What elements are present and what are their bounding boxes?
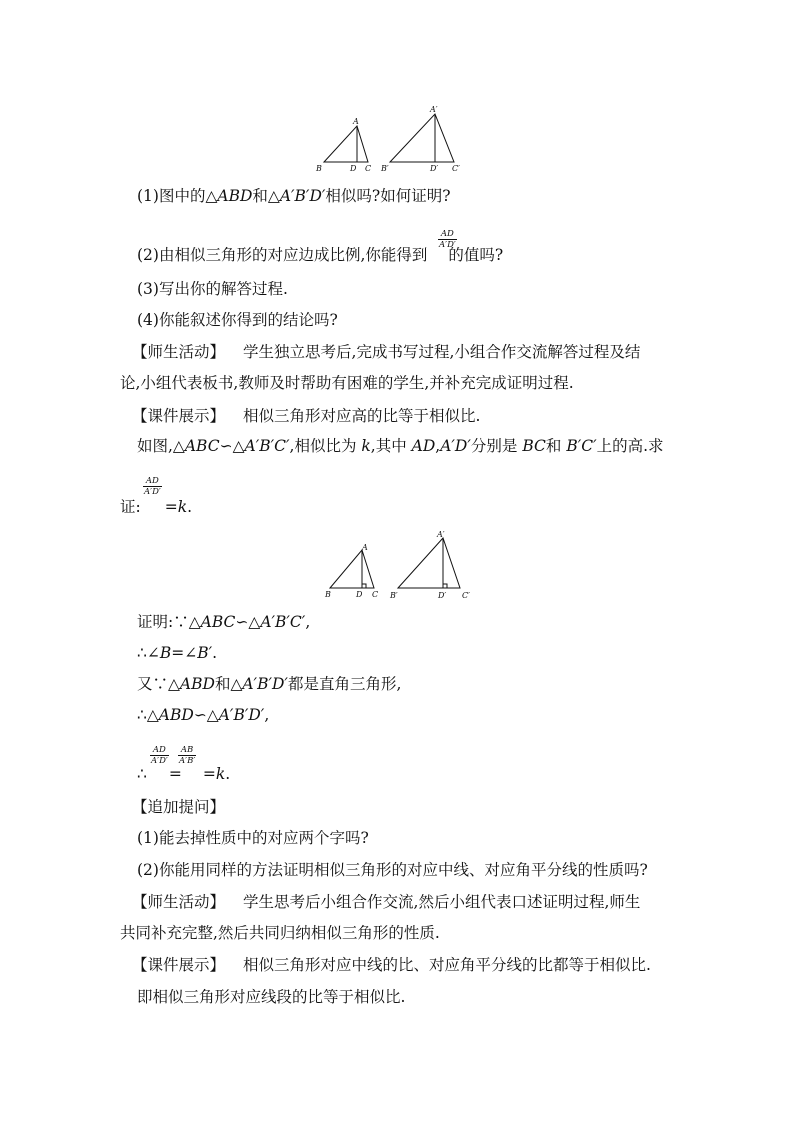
- label-b-2: B: [325, 590, 331, 599]
- figure-triangles-1: [312, 104, 482, 176]
- label-c-prime-2: C′: [462, 591, 470, 600]
- courseware-display-1: 【课件展示】 相似三角形对应高的比等于相似比.: [132, 407, 481, 425]
- proof-line-2: ∴∠B=∠B′.: [137, 644, 218, 662]
- triangle-a-prime-2: [398, 538, 460, 588]
- label-d: D: [350, 164, 357, 173]
- right-angle-mark-d: [362, 584, 366, 588]
- problem-statement: 如图,△ABC∽△A′B′C′,相似比为 k,其中 AD,A′D′分别是 BC和 B′C′上的高.求: [137, 437, 664, 455]
- conclusion: 即相似三角形对应线段的比等于相似比.: [137, 988, 406, 1006]
- proof-line-1: 证明:∵△ABC∽△A′B′C′,: [137, 613, 311, 631]
- question-2: (2)由相似三角形的对应边成比例,你能得到 的值吗?: [137, 246, 504, 264]
- right-angle-mark-d-prime: [443, 584, 447, 588]
- proof-fraction-ab: $\frac{AB}{A'B'}$: [179, 745, 196, 766]
- label-d-prime-2: D′: [438, 591, 447, 600]
- label-d-prime: D′: [430, 164, 439, 173]
- label-a-prime: A′: [430, 105, 438, 114]
- teacher-student-activity-1: 【师生活动】 学生独立思考后,完成书写过程,小组合作交流解答过程及结: [132, 343, 641, 361]
- question-4: (4)你能叙述你得到的结论吗?: [137, 311, 338, 329]
- figure-triangles-2: [320, 530, 480, 602]
- teacher-student-activity-1-cont: 论,小组代表板书,教师及时帮助有困难的学生,并补充完成证明过程.: [120, 374, 574, 392]
- follow-up-questions-title: 【追加提问】: [132, 798, 226, 816]
- triangle-abc: [324, 126, 368, 162]
- label-c: C: [365, 164, 372, 173]
- courseware-display-2: 【课件展示】 相似三角形对应中线的比、对应角平分线的比都等于相似比.: [132, 956, 651, 974]
- label-a: A: [353, 117, 359, 126]
- label-b: B: [316, 164, 322, 173]
- label-b-prime-2: B′: [390, 591, 398, 600]
- label-b-prime: B′: [381, 164, 389, 173]
- follow-up-question-1: (1)能去掉性质中的对应两个字吗?: [137, 829, 369, 847]
- prove-fraction: $\frac{AD}{A'D'}$: [144, 476, 161, 497]
- fraction-ad-over-a-prime-d-prime: $\frac{AD}{A'D'}$: [439, 229, 456, 250]
- teacher-student-activity-2-cont: 共同补充完整,然后共同归纳相似三角形的性质.: [120, 924, 440, 942]
- label-d-2: D: [356, 590, 363, 599]
- label-c-prime: C′: [452, 164, 460, 173]
- label-a-prime-2: A′: [437, 530, 445, 539]
- triangle-a-prime: [390, 114, 454, 162]
- prove-statement: 证: =k.: [120, 498, 193, 516]
- proof-line-4: ∴△ABD∽△A′B′D′,: [137, 706, 270, 724]
- triangle-abc-2: [330, 550, 374, 588]
- follow-up-question-2: (2)你能用同样的方法证明相似三角形的对应中线、对应角平分线的性质吗?: [137, 861, 648, 879]
- question-1: (1)图中的△ABD和△A′B′D′相似吗?如何证明?: [137, 187, 451, 205]
- label-c-2: C: [372, 590, 379, 599]
- proof-fraction-ad: $\frac{AD}{A'D'}$: [151, 745, 168, 766]
- teacher-student-activity-2: 【师生活动】 学生思考后小组合作交流,然后小组代表口述证明过程,师生: [132, 893, 641, 911]
- label-a-2: A: [362, 543, 368, 552]
- question-3: (3)写出你的解答过程.: [137, 280, 288, 298]
- proof-line-5: ∴ = =k.: [137, 765, 231, 783]
- proof-line-3: 又∵△ABD和△A′B′D′都是直角三角形,: [137, 675, 402, 693]
